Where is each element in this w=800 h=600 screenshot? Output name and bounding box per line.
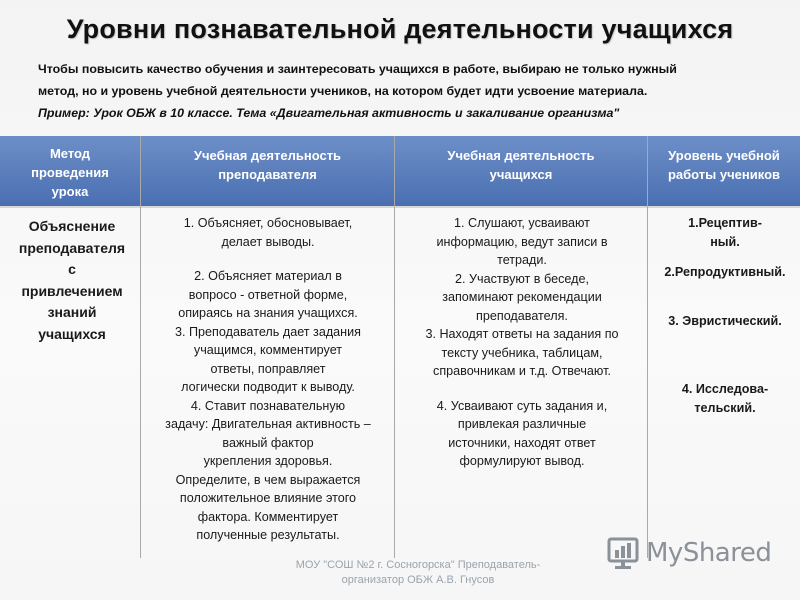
method-line: преподавателя xyxy=(18,239,126,256)
column-divider xyxy=(394,136,395,558)
footer-credit xyxy=(248,558,588,588)
teacher-line: опираясь на знания учащихся. xyxy=(178,306,358,320)
student-line: преподавателя. xyxy=(476,308,568,323)
student-line: справочникам и т.д. Отвечают. xyxy=(433,364,611,378)
levels-table xyxy=(0,136,800,558)
teacher-line: делает выводы. xyxy=(221,234,315,249)
teacher-line: задачу: Двигательная активность – xyxy=(165,417,371,431)
teacher-line: вопросо - ответной форме, xyxy=(188,287,348,302)
method-cell xyxy=(4,216,140,345)
teacher-line: учащимся, комментирует xyxy=(193,343,343,357)
header-work-level xyxy=(648,136,800,206)
column-divider xyxy=(140,136,141,558)
header-teacher-line: преподавателя xyxy=(218,167,317,182)
teacher-line: 4. Ставит познавательную xyxy=(190,398,346,413)
teacher-line: 1. Объясняет, обосновывает, xyxy=(183,216,353,230)
student-line: 2. Участвуют в беседе, xyxy=(455,271,589,286)
level-line: 2.Репродуктивный. xyxy=(664,265,786,279)
header-method xyxy=(0,136,140,206)
teacher-line: положительное влияние этого xyxy=(179,491,357,505)
teacher-line: 3. Преподаватель дает задания xyxy=(174,324,361,339)
teacher-line: ответы, поправляет xyxy=(210,361,326,376)
header-level-line: Уровень учебной xyxy=(668,148,780,163)
student-line: 3. Находят ответы на задания по xyxy=(425,327,619,341)
student-line: тексту учебника, таблицам, xyxy=(441,345,603,360)
teacher-line: Определите, в чем выражается xyxy=(175,472,361,487)
header-divider xyxy=(0,206,800,208)
teacher-line: логически подводит к выводу. xyxy=(181,380,355,394)
student-line: источники, находят ответ xyxy=(448,435,596,450)
student-line: 4. Усваивают суть задания и, xyxy=(436,398,608,413)
method-line: привлечением xyxy=(21,282,123,299)
column-divider xyxy=(647,136,648,558)
level-line: 4. Исследова- xyxy=(681,382,769,396)
student-activity-cell xyxy=(398,214,646,471)
header-student-line: Учебная деятельность xyxy=(447,148,595,163)
header-method-line: Метод xyxy=(49,146,91,161)
method-line: с xyxy=(68,261,76,277)
logo-text: MyShared xyxy=(646,538,772,568)
header-student-line: учащихся xyxy=(489,167,553,182)
header-student-activity xyxy=(395,136,647,206)
method-line: Объяснение xyxy=(28,218,116,234)
header-method-line: проведения xyxy=(31,165,109,180)
intro-example-line: Пример: Урок ОБЖ в 10 классе. Тема «Двигательная активность и закаливание организма" xyxy=(38,106,620,120)
footer-line: организатор ОБЖ А.В. Гнусов xyxy=(341,574,495,586)
footer-line: МОУ "СОШ №2 г. Сосногорска" Преподаватель- xyxy=(295,559,541,571)
header-teacher-activity xyxy=(141,136,394,206)
student-line: формулируют вывод. xyxy=(459,454,585,468)
level-line: 3. Эвристический. xyxy=(668,313,782,328)
method-line: учащихся xyxy=(38,325,106,342)
level-line: ный. xyxy=(710,234,740,249)
level-line: тельский. xyxy=(694,400,756,415)
header-teacher-line: Учебная деятельность xyxy=(193,148,342,163)
teacher-line: 2. Объясняет материал в xyxy=(194,269,342,283)
teacher-activity-cell xyxy=(144,214,392,545)
teacher-line: важный фактор xyxy=(222,435,314,450)
student-line: привлекая различные xyxy=(457,417,587,431)
work-level-cell xyxy=(650,214,800,417)
student-line: 1. Слушают, усваивают xyxy=(454,216,590,230)
header-level-line: работы учеников xyxy=(667,167,781,182)
intro-line-2: метод, но и уровень учебной деятельности учеников, на котором будет идти усвоение материала. xyxy=(38,84,648,98)
teacher-line: фактора. Комментирует xyxy=(197,509,339,524)
myshared-logo xyxy=(606,536,776,572)
intro-line-1: Чтобы повысить качество обучения и заинтересовать учащихся в работе, выбираю не только нужный xyxy=(38,62,677,76)
student-line: информацию, ведут записи в xyxy=(436,234,608,249)
header-method-line: урока xyxy=(51,184,89,199)
student-line: запоминают рекомендации xyxy=(442,290,602,304)
page-title: Уровни познавательной деятельности учащихся xyxy=(66,14,734,44)
teacher-line: полученные результаты. xyxy=(196,528,340,542)
level-line: 1.Рецептив- xyxy=(688,216,762,230)
method-line: знаний xyxy=(47,304,97,320)
student-line: тетради. xyxy=(497,253,547,267)
logo-chart-icon xyxy=(606,536,642,570)
teacher-line: укрепления здоровья. xyxy=(203,454,333,468)
